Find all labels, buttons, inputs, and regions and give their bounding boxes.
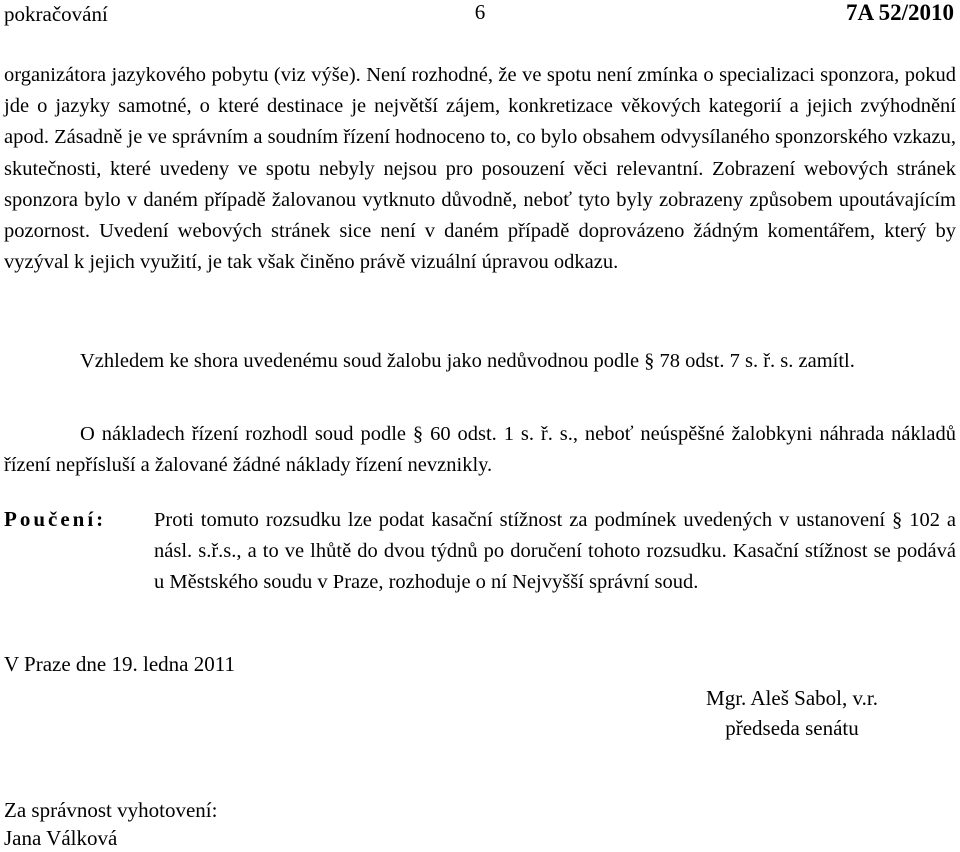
body-paragraph-reasoning: organizátora jazykového pobytu (viz výše). Není rozhodné, že ve spotu není zmínka o specializaci sponzora, pokud jde o jazyky samotné, o které destinace je největší zájem, konkretizace věkových kategorií a jejich zvýhodnění apod. Zásadně je ve správním a soudním řízení hodnoceno to, co bylo obsahem odvysílaného sponzorského vzkazu, skutečnosti, které uvedeny ve spotu nebyly nejsou pro posouzení věci relevantní. Zobrazení webových stránek sponzora bylo v daném případě žalovanou vytknuto důvodně, neboť tyto byly zobrazeny způsobem upoutávajícím pozornost. Uvedení webových stránek sice není v daném případě doprovázeno žádným komentářem, který by vyzýval k jejich využití, je tak však činěno právě vizuální úpravou odkazu. — [4, 64, 956, 274]
date-place: V Praze dne 19. ledna 2011 — [4, 652, 235, 676]
body-paragraph-verdict: Vzhledem ke shora uvedenému soud žalobu jako nedůvodnou podle § 78 odst. 7 s. ř. s. zamítl. — [80, 350, 855, 372]
certification-block — [4, 796, 217, 852]
instruction-text: Proti tomuto rozsudku lze podat kasační stížnost za podmínek uvedených v ustanovení § 102 a násl. s.ř.s., a to ve lhůtě do dvou týdnů po doručení tohoto rozsudku. Kasační stížnost se podává u Městského soudu v Praze, rozhoduje o ní Nejvyšší správní soud. — [154, 509, 956, 594]
signer-name: Mgr. Aleš Sabol, v.r. — [706, 686, 878, 710]
continuation-label: pokračování — [4, 2, 108, 26]
certification-label: Za správnost vyhotovení: — [4, 798, 218, 822]
instruction-label: Poučení: — [4, 507, 107, 531]
body-paragraph-costs: O nákladech řízení rozhodl soud podle § 60 odst. 1 s. ř. s., neboť neúspěšné žalobkyni náhrada nákladů řízení nepřísluší a žalované žádné náklady řízení nevznikly. — [4, 423, 956, 477]
signer-role: předseda senátu — [725, 716, 859, 740]
case-number: 7A 52/2010 — [846, 0, 954, 25]
signature-block — [672, 683, 912, 743]
page-header — [0, 0, 960, 34]
page-number: 6 — [474, 0, 486, 24]
certification-name: Jana Válková — [4, 826, 118, 850]
